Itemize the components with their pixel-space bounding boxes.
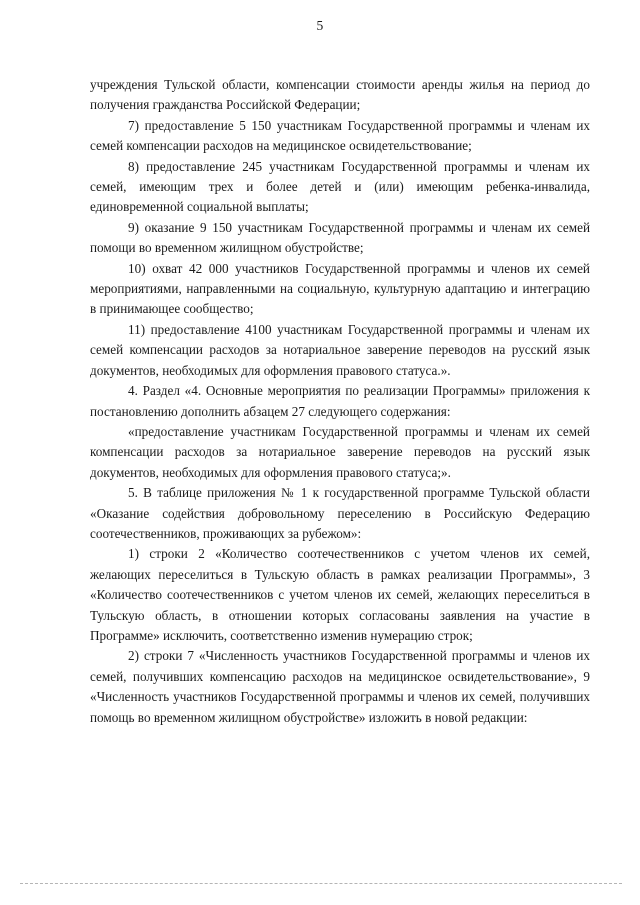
- paragraph: 11) предоставление 4100 участникам Государственной программы и членам их семей компенсации расходов за нотариальное заверение переводов на русский язык документов, необходимых для оформления правового статуса.».: [90, 321, 590, 378]
- page-number: 5: [316, 18, 324, 33]
- paragraph: «предоставление участникам Государственной программы и членам их семей компенсации расходов за нотариальное заверение переводов на русский язык документов, необходимых для оформления правового статуса;».: [90, 423, 590, 480]
- paragraph: 1) строки 2 «Количество соотечественников с учетом членов их семей, желающих переселиться в Тульскую область в рамках реализации Программы», 3 «Количество соотечественников с учетом членов их семей, желающих переселиться в Тульскую область, в отношении которых согласованы заявления на участие в Программе» исключить, соответственно изменив нумерацию строк;: [90, 546, 590, 643]
- paragraph: 8) предоставление 245 участникам Государственной программы и членам их семей, имеющим трех и более детей и (или) имеющим ребенка-инвалида, единовременной социальной выплаты;: [90, 158, 590, 215]
- paragraph: 5. В таблице приложения № 1 к государственной программе Тульской области «Оказание содействия добровольному переселению в Российскую Федерацию соотечественников, проживающих за рубежом»:: [90, 485, 590, 541]
- paragraph: 10) охват 42 000 участников Государственной программы и членов их семей мероприятиями, направленными на социальную, культурную адаптацию и интеграцию в принимающее сообщество;: [90, 260, 590, 317]
- scan-bottom-edge: [20, 883, 622, 884]
- paragraph: 4. Раздел «4. Основные мероприятия по реализации Программы» приложения к постановлению дополнить абзацем 27 следующего содержания:: [90, 383, 590, 419]
- paragraph: 2) строки 7 «Численность участников Государственной программы и членов их семей, получивших компенсацию расходов на медицинское освидетельствование», 9 «Численность участников Государственной программы и членов их семей, получивших помощь во временном жилищном обустройстве» изложить в новой редакции:: [90, 648, 590, 725]
- paragraph: учреждения Тульской области, компенсации стоимости аренды жилья на период до получения гражданства Российской Федерации;: [90, 77, 590, 113]
- document-body: [90, 75, 590, 728]
- paragraph: 9) оказание 9 150 участникам Государственной программы и членам их семей помощи во временном жилищном обустройстве;: [90, 219, 590, 256]
- paragraph: 7) предоставление 5 150 участникам Государственной программы и членам их семей компенсации расходов на медицинское освидетельствование;: [90, 117, 590, 154]
